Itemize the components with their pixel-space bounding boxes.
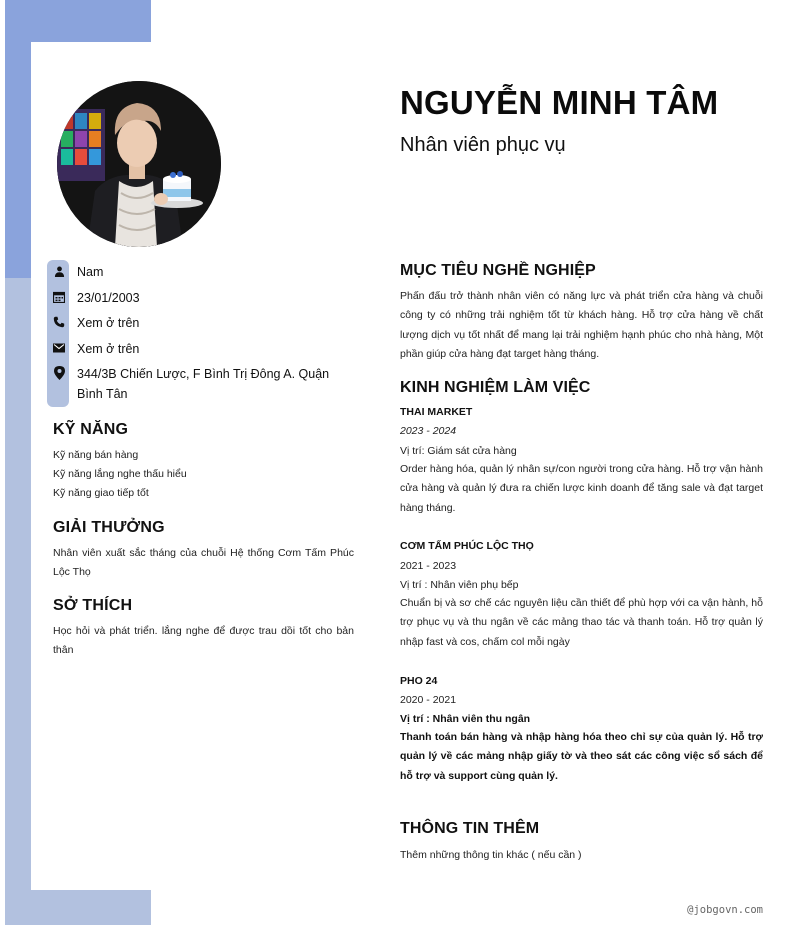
phone-icon: [53, 315, 65, 329]
job-position: Vị trí: Giám sát cửa hàng: [400, 445, 517, 457]
profile-photo: [57, 81, 221, 247]
contact-birthday-text: 23/01/2003: [77, 291, 140, 305]
skills-heading: KỸ NĂNG: [53, 421, 129, 438]
extra-info-text: Thêm những thông tin khác ( nếu cần ): [400, 849, 582, 861]
hobbies-text: Học hỏi và phát triển. lắng nghe để được trau dồi tốt cho bản thân: [53, 625, 354, 656]
calendar-icon: [53, 290, 65, 304]
extra-info-heading: THÔNG TIN THÊM: [400, 820, 540, 837]
job-company: CƠM TẤM PHÚC LỘC THỌ: [400, 540, 534, 552]
candidate-job-title: Nhân viên phục vụ: [400, 134, 566, 156]
contact-gender-text: Nam: [77, 265, 104, 279]
person-icon: [53, 264, 65, 278]
job-company: PHO 24: [400, 675, 438, 687]
job-description: Thanh toán bán hàng và nhập hàng hóa theo chỉ sự của quản lý. Hỗ trợ quản lý về các mảng nhập giấy tờ và theo sát các công việc sổ sách để hỗ trợ và support cùng quản lý.: [400, 731, 763, 782]
location-pin-icon: [53, 366, 65, 380]
skill-item: Kỹ năng lắng nghe thấu hiểu: [53, 468, 187, 480]
job-period: 2023 - 2024: [400, 425, 457, 437]
contact-phone: [53, 313, 347, 333]
contact-birthday: [53, 288, 347, 308]
job-description: Chuẩn bị và sơ chế các nguyên liệu cần thiết để phù hợp với ca vận hành, hỗ trợ phục vụ và thu ngân về các mảng thao tác và thanh toán. Hỗ trợ quản lý nhập fast và cos, chấm col mỗi ngày: [400, 597, 763, 648]
contact-email: [53, 339, 347, 359]
contact-phone-text: Xem ở trên: [77, 316, 140, 330]
experience-heading: KINH NGHIỆM LÀM VIỆC: [400, 379, 591, 396]
candidate-name: NGUYỄN MINH TÂM: [400, 84, 719, 121]
objective-text: Phấn đấu trở thành nhân viên có năng lực và phát triển cửa hàng và chuỗi công ty có những trải nghiệm tốt từ khách hàng. Hỗ trợ cửa hàng về chất lượng dịch vụ tốt nhất để mang lại trải nghiệm hạnh phúc cho nhà hàng, Một phần giúp cửa hàng đạt target hàng tháng.: [400, 290, 763, 361]
job-company: THAI MARKET: [400, 406, 473, 418]
objective-heading: MỤC TIÊU NGHỀ NGHIỆP: [400, 262, 596, 279]
job-period: 2020 - 2021: [400, 694, 457, 706]
skill-item: Kỹ năng bán hàng: [53, 449, 139, 461]
job-position: Vị trí : Nhân viên phụ bếp: [400, 579, 519, 591]
skill-item: Kỹ năng giao tiếp tốt: [53, 487, 149, 499]
mail-icon: [53, 341, 65, 355]
contact-gender: [53, 262, 347, 282]
contact-address-text: 344/3B Chiến Lược, F Bình Trị Đông A. Quận Bình Tân: [77, 367, 330, 401]
job-description: Order hàng hóa, quản lý nhân sự/con người trong cửa hàng. Hỗ trợ vận hành cửa hàng và quản lý đưa ra chiến lược kinh doanh để tăng sale và đạt target hàng tháng.: [400, 463, 763, 514]
awards-text: Nhân viên xuất sắc tháng của chuỗi Hệ thống Cơm Tấm Phúc Lộc Thọ: [53, 547, 354, 578]
hobbies-heading: SỞ THÍCH: [53, 597, 133, 614]
job-position: Vị trí : Nhân viên thu ngân: [400, 713, 531, 725]
job-period: 2021 - 2023: [400, 560, 457, 572]
contact-address: [53, 364, 347, 404]
watermark: @jobgovn.com: [687, 904, 763, 916]
contact-email-text: Xem ở trên: [77, 342, 140, 356]
awards-heading: GIẢI THƯỞNG: [53, 519, 165, 536]
